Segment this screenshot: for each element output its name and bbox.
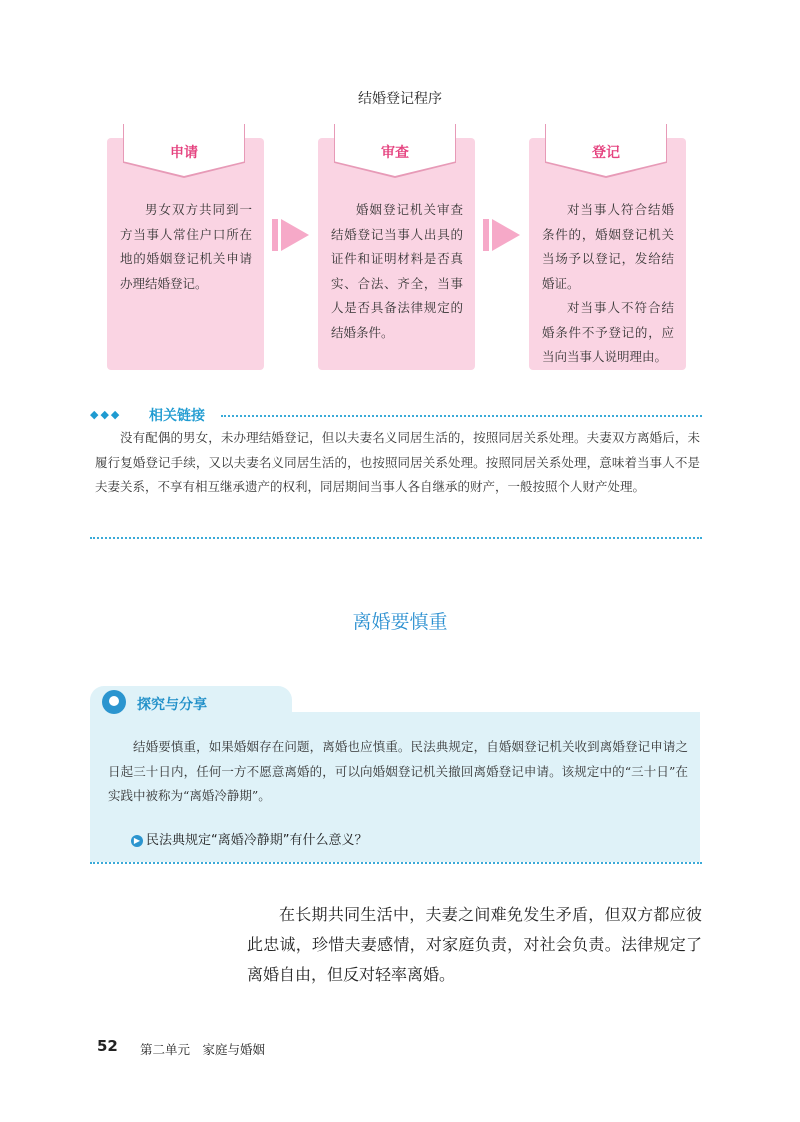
step-paragraph: 男女双方共同到一方当事人常住户口所在地的婚姻登记机关申请办理结婚登记。 — [120, 202, 252, 291]
dotted-divider — [90, 862, 702, 864]
step-label: 审查 — [381, 145, 409, 161]
main-paragraph — [247, 900, 702, 990]
related-links-body — [95, 426, 700, 500]
arrow-right-icon — [492, 219, 520, 251]
dotted-divider — [90, 537, 702, 539]
explore-question — [131, 829, 367, 848]
step-card-register — [529, 138, 686, 370]
explore-title: 探究与分享 — [137, 697, 207, 713]
related-links-header — [90, 405, 702, 425]
step-paragraph: 婚姻登记机关审查结婚登记当事人出具的证件和证明材料是否真实、合法、齐全，当事人是否具备法律规定的结婚条件。 — [331, 202, 463, 340]
step-paragraph: 对当事人符合结婚条件的，婚姻登记机关当场予以登记，发给结婚证。 — [542, 202, 674, 291]
explore-text: 结婚要慎重，如果婚姻存在问题，离婚也应慎重。民法典规定，自婚姻登记机关收到离婚登记申请之日起三十日内，任何一方不愿意离婚的，可以向婚姻登记机关撤回离婚登记申请。该规定中的“三十日”在实践中被称为“离婚冷静期”。 — [108, 739, 688, 803]
related-links-text: 没有配偶的男女，未办理结婚登记，但以夫妻名义同居生活的，按照同居关系处理。夫妻双方离婚后，未履行复婚登记手续，又以夫妻名义同居生活的，也按照同居关系处理。按照同居关系处理，意味着当事人不是夫妻关系，不享有相互继承遗产的权利，同居期间当事人各自继承的财产，一般按照个人财产处理。 — [95, 430, 700, 494]
arrow-bar — [272, 219, 278, 251]
step-card-review — [318, 138, 475, 370]
procedure-title: 结婚登记程序 — [358, 91, 442, 107]
related-links-title: 相关链接 — [149, 408, 205, 424]
step-text — [120, 198, 252, 296]
step-label: 申请 — [170, 145, 198, 161]
step-text — [542, 198, 674, 370]
section-heading: 离婚要慎重 — [352, 611, 448, 633]
arrow-right-icon — [281, 219, 309, 251]
dotted-divider — [221, 415, 702, 417]
explore-body — [108, 735, 688, 809]
main-paragraph-text: 在长期共同生活中，夫妻之间难免发生矛盾，但双方都应彼此忠诚，珍惜夫妻感情，对家庭负责，对社会负责。法律规定了离婚自由，但反对轻率离婚。 — [247, 905, 702, 984]
step-paragraph: 对当事人不符合结婚条件不予登记的，应当向当事人说明理由。 — [542, 300, 674, 364]
page-number: 52 — [97, 1037, 118, 1055]
question-text: 民法典规定“离婚冷静期”有什么意义？ — [146, 833, 368, 848]
diamond-bullets-icon: ◆◆◆ — [90, 408, 122, 421]
step-text — [331, 198, 463, 345]
footer-unit: 第二单元 家庭与婚姻 — [140, 1042, 266, 1057]
step-card-apply — [107, 138, 264, 370]
step-label: 登记 — [592, 145, 620, 161]
play-bullet-icon: ▶ — [131, 835, 143, 847]
arrow-bar — [483, 219, 489, 251]
explore-icon — [102, 690, 126, 714]
